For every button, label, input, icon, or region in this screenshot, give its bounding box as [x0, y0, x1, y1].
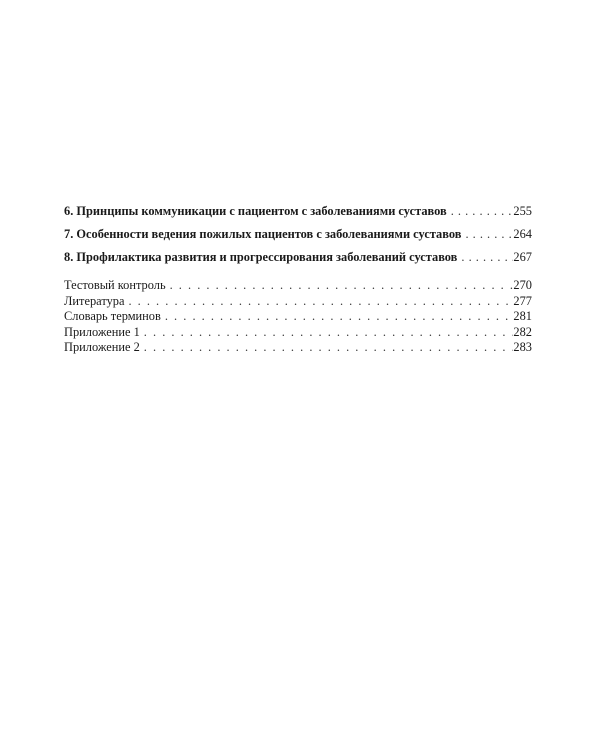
toc-entry-page: 281	[513, 309, 532, 323]
toc-entry-appendix-2[interactable]	[64, 340, 532, 356]
toc-entry-title: Приложение 1	[64, 324, 140, 339]
toc-entry-chapter-7[interactable]	[64, 227, 532, 242]
toc-entry-title: Литература	[64, 293, 125, 308]
toc-entry-page: 264	[513, 227, 532, 241]
toc-entry-title: Тестовый контроль	[64, 278, 166, 292]
toc-dot-leader	[161, 309, 514, 325]
toc-entry-title: Словарь терминов	[64, 309, 161, 323]
toc-entry-page: 283	[513, 340, 532, 354]
toc-dot-leader	[166, 278, 514, 294]
toc-entry-title: 8. Профилактика развития и прогрессирования заболеваний суставов	[64, 250, 458, 264]
toc-entry-page: 255	[513, 204, 532, 218]
toc-dot-leader	[447, 204, 514, 219]
toc-entry-literature[interactable]	[64, 294, 532, 310]
toc-entry-glossary[interactable]	[64, 309, 532, 325]
toc-entry-chapter-8[interactable]	[64, 250, 532, 265]
table-of-contents	[64, 204, 532, 356]
toc-entry-page: 277	[513, 293, 532, 308]
toc-entry-page: 282	[513, 324, 532, 339]
toc-entry-title: 6. Принципы коммуникации с пациентом с заболеваниями суставов	[64, 204, 447, 218]
toc-entry-chapter-6[interactable]	[64, 204, 532, 219]
toc-dot-leader	[140, 340, 514, 356]
toc-entry-page: 270	[513, 278, 532, 292]
toc-dot-leader	[124, 294, 513, 310]
toc-dot-leader	[457, 250, 513, 265]
toc-dot-leader	[461, 227, 513, 242]
toc-entry-title: 7. Особенности ведения пожилых пациентов с заболеваниями суставов	[64, 227, 462, 241]
toc-entry-tests[interactable]	[64, 278, 532, 294]
toc-entry-appendix-1[interactable]	[64, 325, 532, 341]
toc-entry-page: 267	[513, 250, 532, 264]
toc-dot-leader	[140, 325, 514, 341]
toc-entry-title: Приложение 2	[64, 340, 140, 354]
